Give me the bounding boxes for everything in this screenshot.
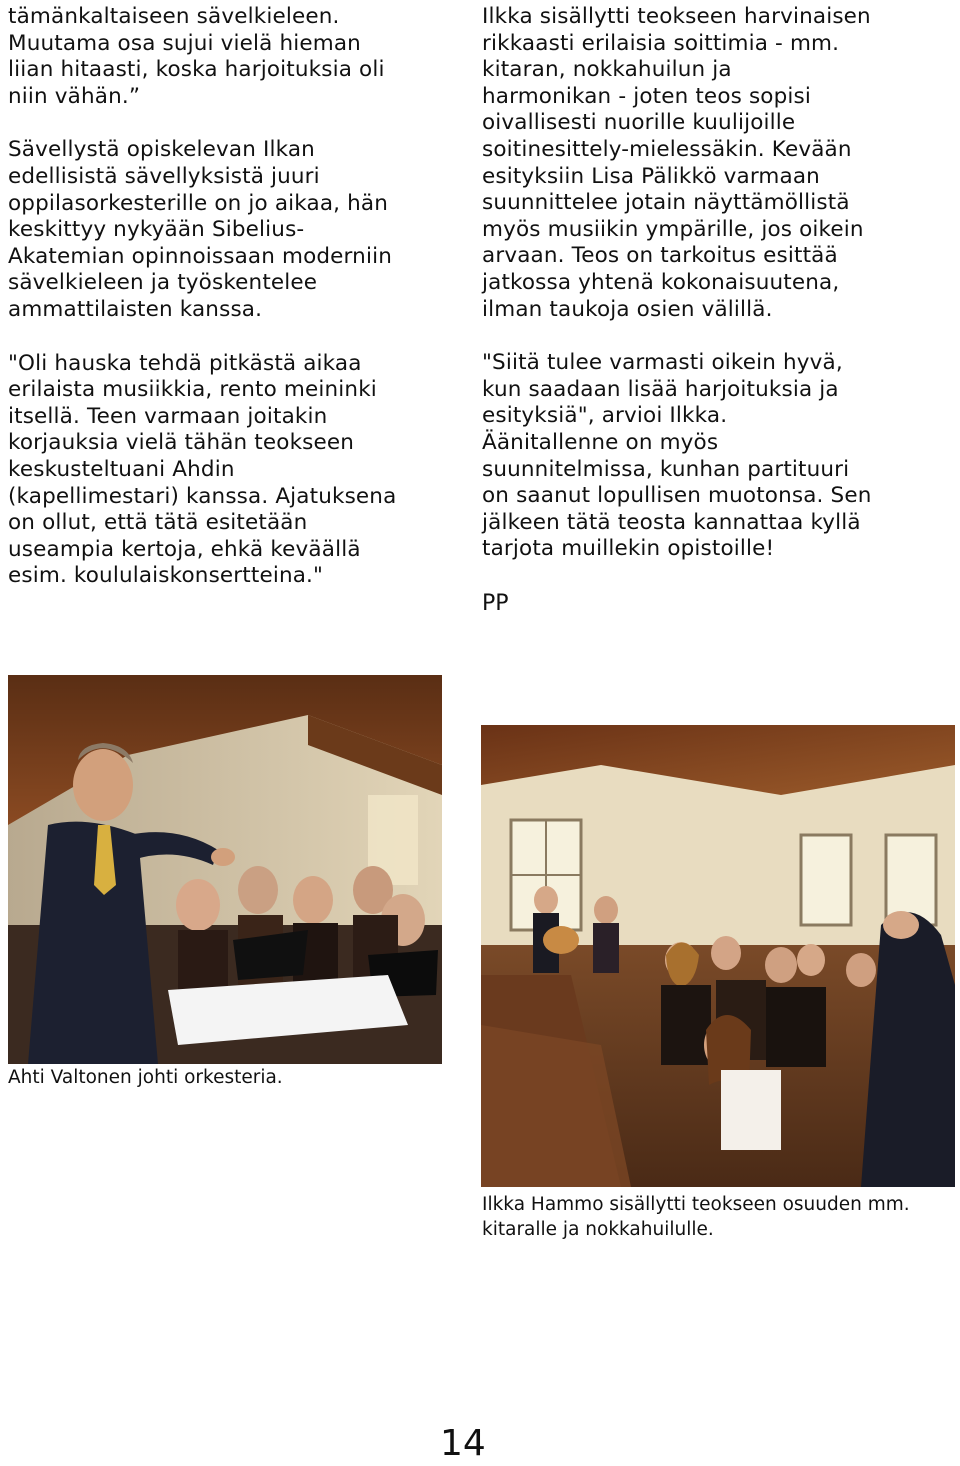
- paragraph-gap: [8, 324, 448, 351]
- author-signature: PP: [482, 590, 509, 616]
- paragraph-gap: [482, 323, 952, 350]
- text-line: "Oli hauska tehdä pitkästä aikaa: [8, 350, 362, 376]
- article-quote-paragraph: [482, 350, 952, 563]
- text-line: sävelkieleen ja työskentelee: [8, 270, 318, 296]
- text-line: erilaista musiikkia, rento meininki: [8, 377, 377, 403]
- text-line: suunnitelmissa, kunhan partituuri: [482, 456, 850, 482]
- text-line: oppilasorkesterille on jo aikaa, hän: [8, 190, 389, 216]
- text-line: tämänkaltaiseen sävelkieleen.: [8, 4, 340, 29]
- text-line: esim. koululaiskonsertteina.": [8, 563, 324, 589]
- text-line: (kapellimestari) kanssa. Ajatuksena: [8, 483, 397, 509]
- text-line: niin vähän.”: [8, 83, 141, 109]
- text-line: esityksiin Lisa Pälikkö varmaan: [482, 163, 820, 189]
- text-line: useampia kertoja, ehkä keväällä: [8, 536, 361, 562]
- text-line: suunnittelee jotain näyttämöllistä: [482, 190, 850, 216]
- conductor-photo-image: [8, 675, 442, 1064]
- text-line: liian hitaasti, koska harjoituksia oli: [8, 57, 385, 83]
- text-line: Akatemian opinnoissaan moderniin: [8, 243, 392, 269]
- text-line: on saanut lopullisen muotonsa. Sen: [482, 483, 872, 509]
- church-concert-photo: [481, 725, 955, 1187]
- text-line: ilman taukoja osien välillä.: [482, 296, 773, 322]
- text-line: jälkeen tätä teosta kannattaa kyllä: [482, 509, 861, 535]
- conductor-photo: [8, 675, 442, 1064]
- page-number: 14: [440, 1423, 486, 1464]
- text-line: korjauksia vielä tähän teokseen: [8, 430, 355, 456]
- photo-caption: Ahti Valtonen johti orkesteria.: [8, 1067, 283, 1088]
- caption-line: kitaralle ja nokkahuilulle.: [482, 1219, 714, 1240]
- text-line: rikkaasti erilaisia soittimia - mm.: [482, 30, 840, 56]
- text-line: "Siitä tulee varmasti oikein hyvä,: [482, 350, 843, 376]
- text-line: Sävellystä opiskelevan Ilkan: [8, 137, 315, 163]
- text-line: esityksiä", arvioi Ilkka.: [482, 403, 728, 429]
- church-concert-photo-image: [481, 725, 955, 1187]
- paragraph-gap: [8, 110, 448, 137]
- text-line: edellisistä sävellyksistä juuri: [8, 163, 320, 189]
- article-paragraph: [8, 137, 448, 323]
- text-line: on ollut, että tätä esitetään: [8, 510, 308, 536]
- text-line: soitinesittely-mielessäkin. Kevään: [482, 136, 852, 162]
- text-line: Ilkka sisällytti teokseen harvinaisen: [482, 4, 871, 29]
- text-line: itsellä. Teen varmaan joitakin: [8, 403, 328, 429]
- right-column: [482, 4, 952, 617]
- text-line: kun saadaan lisää harjoituksia ja: [482, 376, 839, 402]
- text-line: tarjota muillekin opistoille!: [482, 536, 775, 562]
- article-quote-paragraph: [8, 351, 448, 590]
- text-line: Äänitallenne on myös: [482, 429, 719, 455]
- photo-caption: [482, 1192, 910, 1242]
- text-line: oivallisesti nuorille kuulijoille: [482, 110, 796, 136]
- article-paragraph: [8, 4, 448, 110]
- left-column: [8, 4, 448, 590]
- text-line: jatkossa yhtenä kokonaisuutena,: [482, 269, 840, 295]
- text-line: Muutama osa sujui vielä hieman: [8, 30, 361, 56]
- text-line: kitaran, nokkahuilun ja: [482, 57, 732, 83]
- text-line: arvaan. Teos on tarkoitus esittää: [482, 243, 838, 269]
- text-line: myös musiikin ympärille, jos oikein: [482, 216, 864, 242]
- text-line: harmonikan - joten teos sopisi: [482, 83, 812, 109]
- article-paragraph: [482, 4, 952, 323]
- text-line: keskittyy nykyään Sibelius-: [8, 217, 305, 243]
- text-line: keskusteltuani Ahdin: [8, 456, 235, 482]
- text-line: ammattilaisten kanssa.: [8, 296, 263, 322]
- caption-line: Ilkka Hammo sisällytti teokseen osuuden mm.: [482, 1194, 910, 1215]
